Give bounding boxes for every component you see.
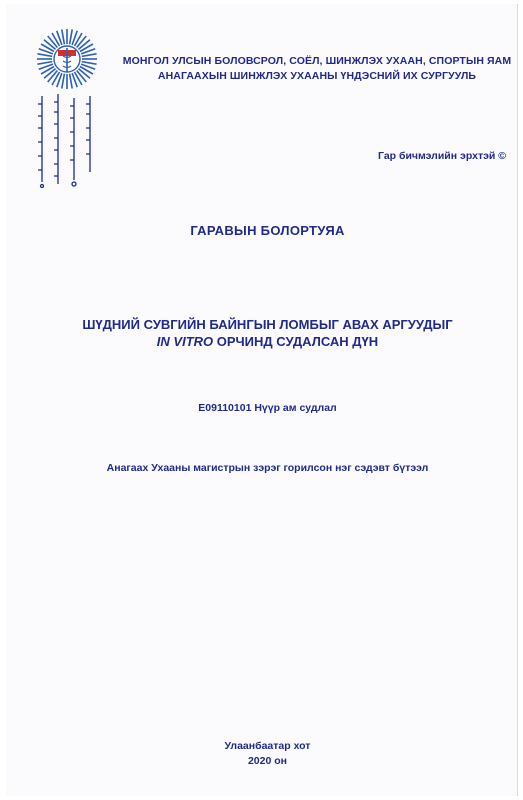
place-and-year bbox=[6, 739, 523, 769]
emblem-ray bbox=[44, 40, 55, 50]
specialty-code: E09110101 Нүүр ам судлал bbox=[198, 402, 337, 414]
emblem-ray bbox=[82, 54, 97, 57]
emblem-ray bbox=[62, 29, 65, 44]
year: 2020 он bbox=[247, 755, 288, 767]
title-page bbox=[6, 4, 518, 796]
thesis-title-italic: IN VITRO bbox=[156, 334, 214, 349]
city: Улаанбаатар хот bbox=[224, 740, 311, 752]
emblem-ray bbox=[78, 40, 89, 50]
thesis-title-line1: ШҮДНИЙ СУВГИЙН БАЙНГЫН ЛОМБЫГ АВАХ АРГУУДЫГ bbox=[82, 317, 453, 332]
emblem-ray bbox=[37, 62, 52, 65]
degree-statement: Анагаах Ухааны магистрын зэрэг горилсон нэг сэдэвт бүтээл bbox=[106, 462, 429, 474]
emblem-ray bbox=[48, 70, 58, 81]
emblem-ray bbox=[62, 74, 65, 89]
emblem-ray bbox=[82, 62, 97, 65]
university-emblem-icon bbox=[36, 28, 98, 90]
university-name: АНАГААХЫН ШИНЖЛЭХ УХААНЫ ҮНДЭСНИЙ ИХ СУРГУУЛЬ bbox=[157, 70, 477, 82]
emblem-ray bbox=[37, 54, 52, 57]
emblem-ray bbox=[78, 69, 89, 79]
emblem-ray bbox=[70, 74, 73, 89]
institution-header bbox=[114, 54, 520, 84]
mongolian-script-emblem bbox=[30, 92, 110, 188]
copyright-notice: Гар бичмэлийн эрхтэй © bbox=[378, 150, 506, 162]
thesis-title-line2-rest: ОРЧИНД СУДАЛСАН ДҮН bbox=[213, 334, 379, 349]
emblem-ray bbox=[77, 70, 87, 81]
emblem-ray bbox=[70, 29, 73, 44]
thesis-title-line2 bbox=[6, 333, 523, 350]
emblem-ray bbox=[77, 36, 87, 47]
thesis-title bbox=[6, 316, 523, 350]
ministry-name: МОНГОЛ УЛСЫН БОЛОВСРОЛ, СОЁЛ, ШИНЖЛЭХ УХААН, СПОРТЫН ЯАМ bbox=[122, 55, 512, 67]
author-name: ГАРАВЫН БОЛОРТУЯА bbox=[190, 223, 345, 238]
emblem-ray bbox=[48, 36, 58, 47]
emblem-ray bbox=[44, 69, 55, 79]
